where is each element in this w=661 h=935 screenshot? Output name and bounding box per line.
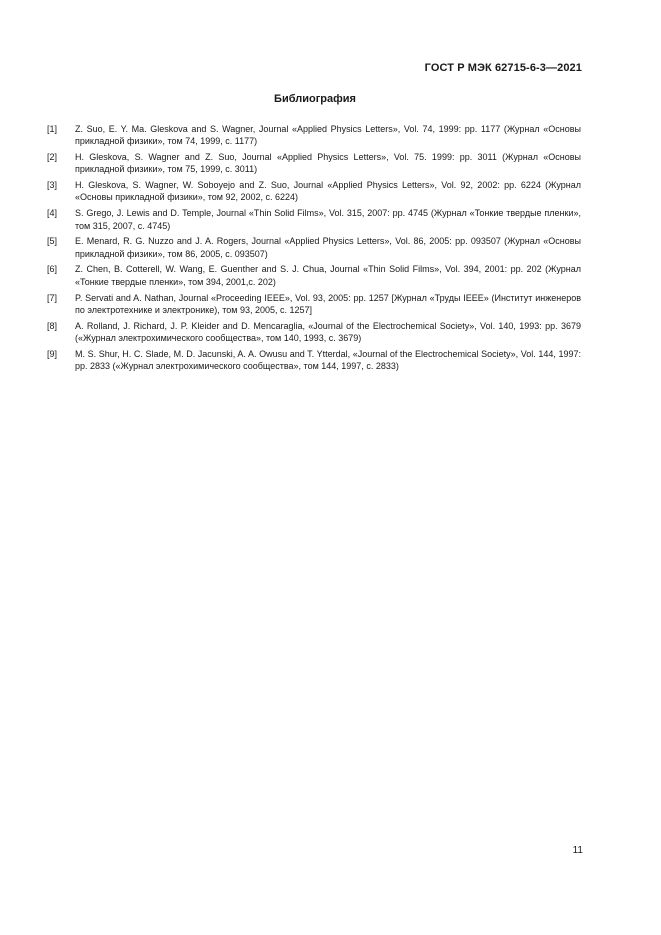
bibliography-entry-5 [47, 235, 581, 260]
entry-text: H. Gleskova, S. Wagner, W. Soboyejo and Z. Suo, Journal «Applied Physics Letters», Vol. 92, 2002: pp. 6224 (Журнал «Основы прикладной физики», том 92, 2002, с. 6224) [75, 180, 581, 203]
entry-number: [2] [47, 152, 58, 163]
bibliography-list [47, 123, 581, 376]
standard-code: ГОСТ Р МЭК 62715-6-3—2021 [424, 62, 582, 74]
bibliography-entry-6 [47, 263, 581, 288]
entry-number: [3] [47, 180, 58, 191]
bibliography-entry-1 [47, 123, 581, 148]
entry-number: [8] [47, 320, 58, 331]
entry-number: [6] [47, 264, 58, 275]
page-number: 11 [572, 845, 583, 856]
entry-text: S. Grego, J. Lewis and D. Temple, Journal «Thin Solid Films», Vol. 315, 2007: pp. 4745 (Журнал «Тонкие твердые пленки», том 315, 2007, с. 4745) [75, 208, 581, 231]
entry-text: Z. Chen, B. Cotterell, W. Wang, E. Guenther and S. J. Chua, Journal «Thin Solid Films», Vol. 394, 2001: pp. 202 (Журнал «Тонкие твердые пленки», том 394, 2001,с. 202) [75, 264, 581, 287]
entry-text: P. Servati and A. Nathan, Journal «Proceeding IEEE», Vol. 93, 2005: pp. 1257 [Журнал «Труды IEEE» (Институт инженеров по электротехнике и электронике), том 93, 2005, с. 1257] [75, 292, 581, 315]
entry-text: M. S. Shur, H. C. Slade, M. D. Jacunski, A. A. Owusu and T. Ytterdal, «Journal of the Electrochemical Society», Vol. 144, 1997: pp. 2833 («Журнал электрохимического сообщества», том 144, 1997, с. 2833) [75, 348, 581, 372]
entry-number: [1] [47, 124, 58, 134]
entry-text: A. Rolland, J. Richard, J. P. Kleider and D. Mencaraglia, «Journal of the Electrochemical Society», Vol. 140, 1993: pp. 3679 («Журнал электрохимического сообщества», том 140, 1993, с. 3679) [75, 320, 581, 343]
entry-text: E. Menard, R. G. Nuzzo and J. A. Rogers, Journal «Applied Physics Letters», Vol. 86, 2005: pp. 093507 (Журнал «Основы прикладной физики», том 86, 2005, с. 093507) [75, 236, 581, 259]
bibliography-entry-9 [47, 348, 581, 373]
section-title: Библиография [274, 93, 356, 105]
entry-text: Z. Suo, E. Y. Ma. Gleskova and S. Wagner, Journal «Applied Physics Letters», Vol. 74, 1999: pp. 1177 (Журнал «Основы прикладной физики», том 74, 1999, с. 1177) [75, 124, 581, 147]
entry-number: [7] [47, 292, 58, 303]
bibliography-entry-7 [47, 292, 581, 317]
entry-text: H. Gleskova, S. Wagner and Z. Suo, Journal «Applied Physics Letters», Vol. 75. 1999: pp. 3011 (Журнал «Основы прикладной физики», том 75, 1999, с. 3011) [75, 152, 581, 175]
bibliography-entry-3 [47, 179, 581, 204]
entry-number: [5] [47, 236, 58, 247]
entry-number: [4] [47, 208, 58, 219]
bibliography-entry-8 [47, 320, 581, 345]
bibliography-entry-4 [47, 207, 581, 232]
bibliography-entry-2 [47, 151, 581, 176]
entry-number: [9] [47, 348, 58, 359]
